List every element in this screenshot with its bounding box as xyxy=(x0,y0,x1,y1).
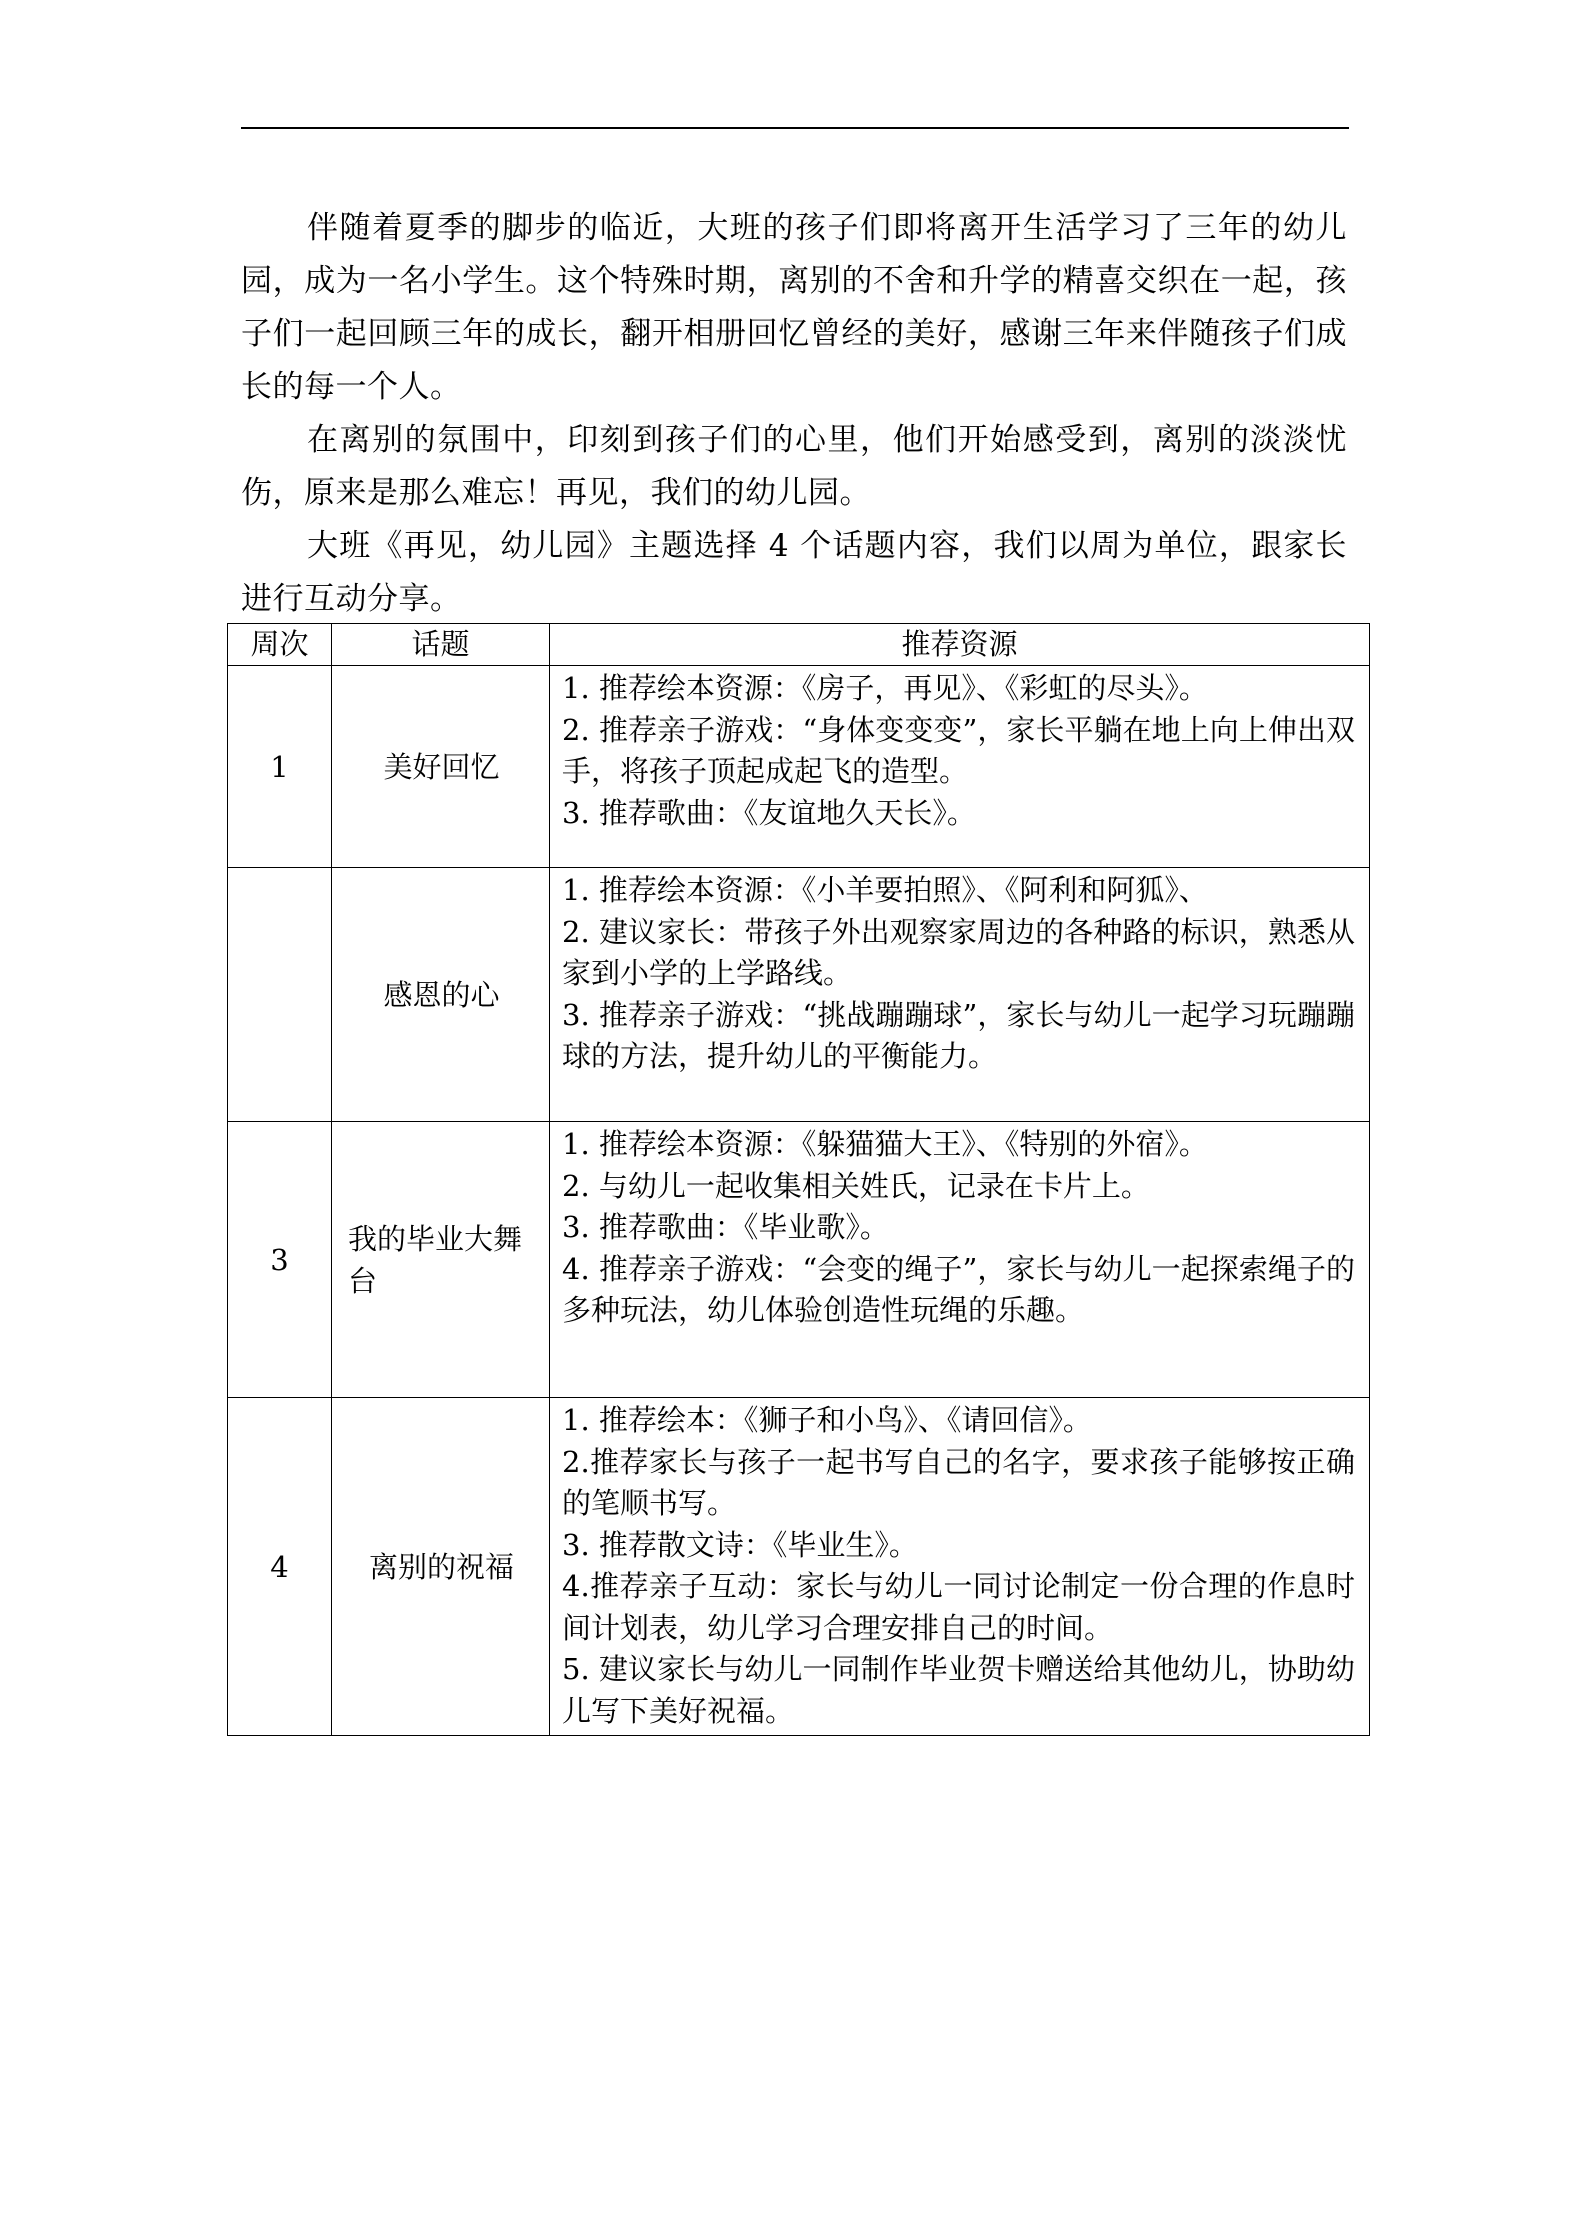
resource-item: 5. 建议家长与幼儿一同制作毕业贺卡赠送给其他幼儿，协助幼儿写下美好祝福。 xyxy=(562,1652,1355,1728)
resource-item: 3. 推荐散文诗：《毕业生》。 xyxy=(562,1527,918,1562)
resource-item: 1. 推荐绘本资源：《小羊要拍照》、《阿利和阿狐》、 xyxy=(562,873,1208,907)
table-header-row xyxy=(228,624,1370,666)
resources-cell xyxy=(550,1398,1370,1736)
resource-item: 3. 推荐歌曲：《友谊地久天长》。 xyxy=(562,795,976,830)
header-rule xyxy=(241,127,1349,129)
week-cell: 3 xyxy=(228,1122,332,1398)
resource-item: 1. 推荐绘本资源：《躲猫猫大王》、《特别的外宿》。 xyxy=(562,1127,1208,1161)
table-row xyxy=(228,1122,1370,1398)
resources-cell xyxy=(550,1122,1370,1398)
resource-item: 4.推荐亲子互动：家长与幼儿一同讨论制定一份合理的作息时间计划表，幼儿学习合理安排自己的时间。 xyxy=(562,1569,1355,1645)
table-row xyxy=(228,868,1370,1122)
resource-item: 3. 推荐亲子游戏：“挑战蹦蹦球”，家长与幼儿一起学习玩蹦蹦球的方法，提升幼儿的平衡能力。 xyxy=(562,997,1355,1073)
header-topic: 话题 xyxy=(332,624,550,666)
intro-paragraph: 在离别的氛围中，印刻到孩子们的心里，他们开始感受到，离别的淡淡忧伤，原来是那么难忘！再见，我们的幼儿园。 xyxy=(241,422,1347,511)
resource-item: 1. 推荐绘本资源：《房子，再见》、《彩虹的尽头》。 xyxy=(562,671,1208,705)
table-row xyxy=(228,666,1370,868)
resource-item: 3. 推荐歌曲：《毕业歌》。 xyxy=(562,1210,889,1244)
resource-item: 4. 推荐亲子游戏：“会变的绳子”，家长与幼儿一起探索绳子的多种玩法，幼儿体验创造性玩绳的乐趣。 xyxy=(562,1251,1355,1327)
intro-text xyxy=(241,202,1347,626)
resources-cell xyxy=(550,666,1370,868)
table-row xyxy=(228,1398,1370,1736)
topic-cell: 感恩的心 xyxy=(332,868,550,1122)
week-cell: 1 xyxy=(228,666,332,868)
topic-cell: 离别的祝福 xyxy=(332,1398,550,1736)
topic-cell: 美好回忆 xyxy=(332,666,550,868)
header-resources: 推荐资源 xyxy=(550,624,1370,666)
resource-item: 1. 推荐绘本：《狮子和小鸟》、《请回信》。 xyxy=(562,1403,1092,1437)
topic-cell: 我的毕业大舞台 xyxy=(332,1122,550,1398)
resource-item: 2. 与幼儿一起收集相关姓氏，记录在卡片上。 xyxy=(562,1168,1150,1203)
resource-item: 2. 建议家长：带孩子外出观察家周边的各种路的标识，熟悉从家到小学的上学路线。 xyxy=(562,914,1355,990)
header-week: 周次 xyxy=(228,624,332,666)
intro-paragraph: 伴随着夏季的脚步的临近，大班的孩子们即将离开生活学习了三年的幼儿园，成为一名小学生。这个特殊时期，离别的不舍和升学的精喜交织在一起，孩子们一起回顾三年的成长，翻开相册回忆曾经的美好，感谢三年来伴随孩子们成长的每一个人。 xyxy=(241,210,1347,405)
intro-paragraph: 大班《再见，幼儿园》主题选择 4 个话题内容，我们以周为单位，跟家长进行互动分享。 xyxy=(241,528,1347,617)
resource-item: 2. 推荐亲子游戏：“身体变变变”，家长平躺在地上向上伸出双手，将孩子顶起成起飞的造型。 xyxy=(562,712,1355,788)
week-cell xyxy=(228,868,332,1122)
resource-item: 2.推荐家长与孩子一起书写自己的名字，要求孩子能够按正确的笔顺书写。 xyxy=(562,1444,1355,1520)
resource-table xyxy=(227,623,1370,1736)
week-cell: 4 xyxy=(228,1398,332,1736)
resources-cell xyxy=(550,868,1370,1122)
